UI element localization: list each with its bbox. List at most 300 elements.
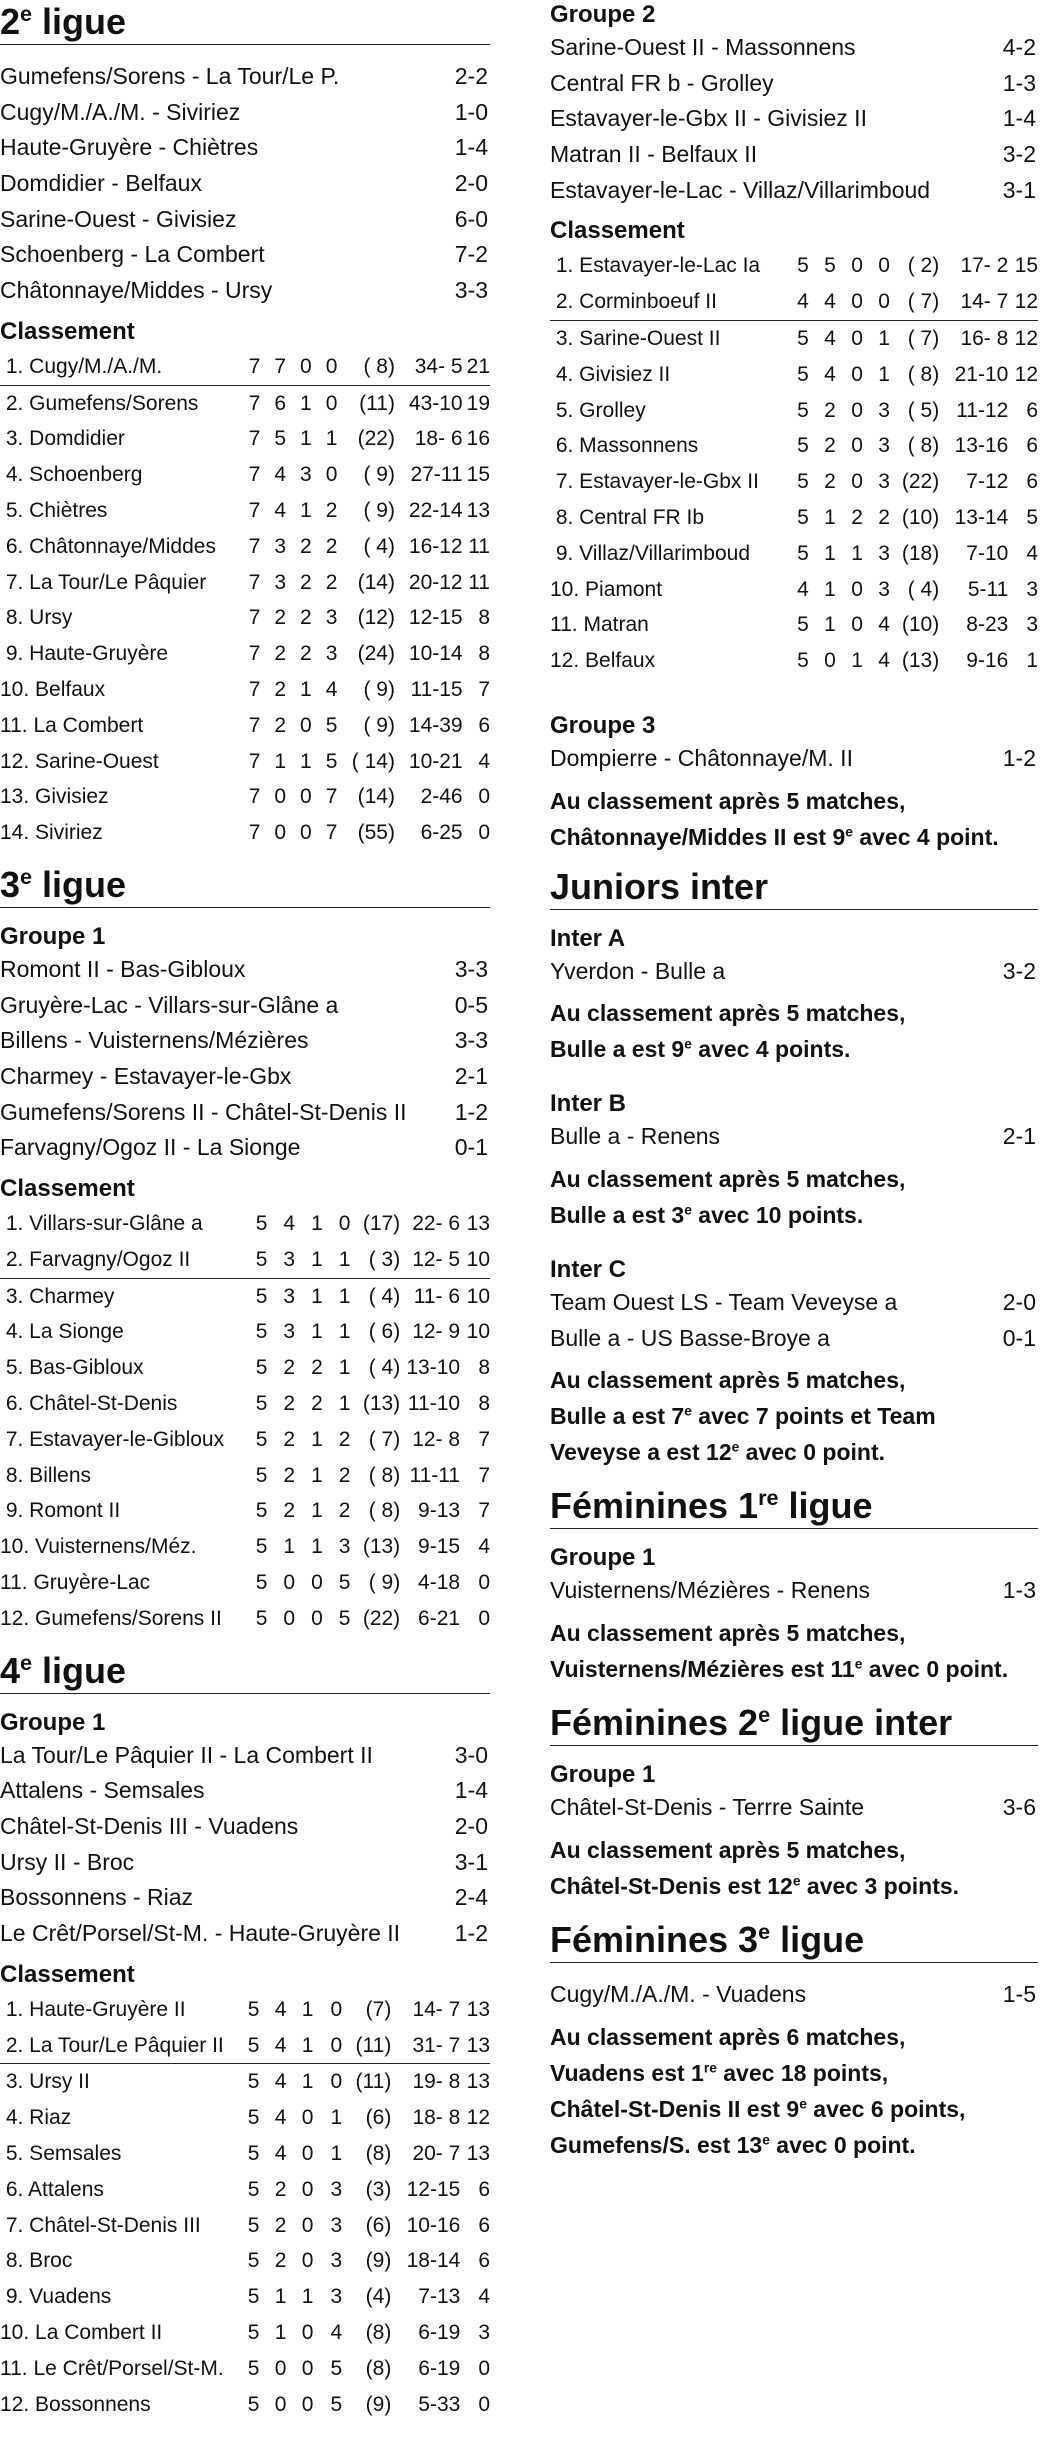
table-row — [550, 464, 1038, 500]
penalties-cell: ( 6) — [368, 1320, 401, 1344]
goals-cell: 11-15 — [410, 677, 463, 701]
table-row — [0, 493, 490, 529]
lost-cell: 0 — [325, 391, 338, 415]
ligue3-classement-label: Classement — [0, 1175, 135, 1203]
ligue4-group-title: Groupe 1 — [0, 1708, 106, 1736]
points-cell: 12 — [1014, 327, 1038, 351]
points-cell: 11 — [468, 570, 490, 594]
goals-cell: 6-19 — [418, 2320, 461, 2344]
points-cell: 13 — [460, 2028, 490, 2064]
table-row — [0, 1458, 490, 1494]
goals-cell: 16-12 — [408, 534, 463, 558]
played-cell: 7 — [248, 749, 261, 773]
won-cell: 2 — [283, 1463, 296, 1487]
goals-cell: 6-19 — [418, 2356, 461, 2380]
table-row — [0, 2315, 490, 2351]
played-cell: 7 — [248, 677, 261, 701]
drawn-cell: 0 — [311, 1571, 323, 1595]
match-label: Matran II - Belfaux II — [550, 141, 758, 168]
match-label: Le Crêt/Porsel/St-M. - Haute-Gruyère II — [0, 1920, 401, 1947]
team-name-cell: 7. Estavayer-le-Gibloux — [0, 1427, 225, 1451]
result-row — [550, 741, 1038, 777]
drawn-cell: 1 — [300, 427, 312, 451]
drawn-cell: 1 — [311, 1320, 323, 1344]
match-score: 1-4 — [1002, 105, 1036, 132]
penalties-cell: (11) — [359, 391, 395, 415]
lost-cell: 1 — [878, 327, 890, 351]
drawn-cell: 3 — [300, 463, 312, 487]
penalties-cell: ( 8) — [368, 1499, 401, 1523]
result-row — [0, 1809, 490, 1845]
team-name-cell: 8. Broc — [0, 2249, 73, 2273]
penalties-cell: (14) — [357, 785, 395, 809]
table-row — [0, 1314, 490, 1350]
goals-cell: 18-14 — [406, 2249, 461, 2273]
won-cell: 2 — [824, 470, 836, 494]
played-cell: 5 — [797, 434, 809, 458]
table-row — [550, 321, 1038, 357]
lost-cell: 3 — [338, 1535, 351, 1559]
match-score: 2-1 — [1002, 1123, 1036, 1150]
played-cell: 5 — [240, 1242, 268, 1278]
match-label: Romont II - Bas-Gibloux — [0, 955, 246, 982]
penalties-cell: (10) — [901, 506, 940, 530]
inter-c-results — [550, 1285, 1038, 1356]
drawn-cell: 1 — [851, 649, 863, 673]
team-name-cell: 5. Grolley — [550, 398, 646, 422]
penalties-cell: (13) — [362, 1392, 401, 1416]
fem3-note: Au classement après 6 matches, Vuadens est 1re avec 18 points, Châtel-St-Denis II est 9e avec 6 points, Gumefens/S. est 13e avec 0 point. — [550, 2023, 966, 2158]
match-label: Châtonnaye/Middes - Ursy — [0, 277, 273, 304]
drawn-cell: 1 — [300, 749, 312, 773]
match-label: Cugy/M./A./M. - Siviriez — [0, 98, 241, 125]
penalties-cell: (9) — [365, 2392, 392, 2416]
penalties-cell: (22) — [901, 470, 940, 494]
team-name-cell: 4. La Sionge — [0, 1320, 124, 1344]
played-cell: 7 — [248, 463, 261, 487]
result-row — [0, 166, 490, 202]
played-cell: 4 — [797, 577, 809, 601]
drawn-cell: 1 — [311, 1499, 323, 1523]
match-label: Farvagny/Ogoz II - La Sionge — [0, 1134, 301, 1161]
table-row — [0, 2208, 490, 2244]
ligue4-title: 4e ligue — [0, 1649, 490, 1694]
team-name-cell: 6. Attalens — [0, 2177, 104, 2201]
table-row — [550, 284, 1038, 320]
match-score: 3-3 — [454, 1027, 488, 1054]
penalties-cell: (7) — [365, 1997, 392, 2021]
lost-cell: 3 — [330, 2177, 343, 2201]
penalties-cell: ( 4) — [363, 534, 395, 558]
won-cell: 2 — [274, 2249, 287, 2273]
lost-cell: 2 — [338, 1499, 351, 1523]
table-row — [0, 1386, 490, 1422]
inter-c-title: Inter C — [550, 1256, 627, 1284]
lost-cell: 3 — [878, 541, 890, 565]
ligue4-results — [0, 1738, 490, 1952]
drawn-cell: 1 — [286, 2028, 313, 2064]
points-cell: 10 — [460, 1242, 490, 1278]
points-cell: 6 — [1026, 398, 1038, 422]
lost-cell: 2 — [325, 570, 338, 594]
ligue2-standings — [0, 349, 490, 851]
result-row — [0, 1916, 490, 1952]
inter-c-block — [550, 1255, 1038, 1470]
drawn-cell: 1 — [311, 1284, 323, 1308]
drawn-cell: 1 — [295, 1242, 323, 1278]
lost-cell: 0 — [338, 1212, 351, 1236]
goals-cell: 14- 7 — [939, 284, 1008, 320]
lost-cell: 1 — [338, 1356, 351, 1380]
won-cell: 6 — [274, 391, 287, 415]
goals-cell: 5-33 — [418, 2392, 461, 2416]
team-name-cell: 4. Riaz — [0, 2106, 72, 2130]
points-cell: 6 — [478, 2213, 490, 2237]
drawn-cell: 0 — [301, 2213, 314, 2237]
won-cell: 0 — [274, 2392, 287, 2416]
goals-cell: 9-16 — [966, 649, 1009, 673]
won-cell: 1 — [274, 2285, 287, 2309]
drawn-cell: 0 — [836, 284, 863, 320]
played-cell: 7 — [248, 534, 261, 558]
inter-b-block — [550, 1089, 1038, 1233]
drawn-cell: 0 — [851, 470, 863, 494]
drawn-cell: 0 — [301, 2356, 314, 2380]
lost-cell: 3 — [878, 398, 890, 422]
lost-cell: 0 — [330, 2070, 343, 2094]
match-label: Bulle a - Renens — [550, 1123, 721, 1150]
played-cell: 5 — [247, 2320, 260, 2344]
team-name-cell: 2. Gumefens/Sorens — [0, 391, 199, 415]
penalties-cell: ( 14) — [351, 749, 395, 773]
table-row — [0, 1565, 490, 1601]
lost-cell: 1 — [338, 1392, 351, 1416]
inter-a-block — [550, 924, 1038, 1068]
won-cell: 4 — [259, 2028, 286, 2064]
match-score: 2-4 — [454, 1884, 488, 1911]
table-row — [0, 1992, 490, 2028]
lost-cell: 3 — [325, 642, 338, 666]
won-cell: 5 — [824, 254, 836, 278]
team-name-cell: 3. Sarine-Ouest II — [550, 327, 721, 351]
points-cell: 15 — [1014, 254, 1038, 278]
team-name-cell: 11. La Combert — [0, 713, 144, 737]
penalties-cell: ( 7) — [368, 1427, 401, 1451]
lost-cell: 2 — [878, 506, 890, 530]
team-name-cell: 5. Bas-Gibloux — [0, 1356, 144, 1380]
result-row — [0, 1845, 490, 1881]
team-name-cell: 12. Sarine-Ouest — [0, 749, 159, 773]
ligue3-group-title: Groupe 1 — [0, 922, 106, 950]
points-cell: 13 — [466, 2141, 490, 2165]
won-cell: 2 — [274, 713, 287, 737]
fem1-note: Au classement après 5 matches, Vuisternens/Mézières est 11e avec 0 point. — [550, 1620, 1009, 1683]
won-cell: 2 — [274, 677, 287, 701]
result-row — [550, 173, 1038, 209]
match-label: Estavayer-le-Gbx II - Givisiez II — [550, 105, 867, 132]
match-score: 1-4 — [454, 134, 488, 161]
played-cell: 7 — [248, 391, 261, 415]
groupe2-results — [550, 30, 1038, 208]
groupe3-results — [550, 741, 1038, 777]
penalties-cell: ( 4) — [368, 1356, 401, 1380]
lost-cell: 0 — [313, 2028, 342, 2064]
team-name-cell: 11. Matran — [550, 613, 649, 637]
drawn-cell: 2 — [300, 570, 312, 594]
fem1-section — [550, 1484, 1038, 1687]
points-cell: 12 — [1008, 284, 1038, 320]
points-cell: 0 — [478, 821, 490, 845]
fem3-section — [550, 1918, 1038, 2163]
drawn-cell: 2 — [311, 1356, 323, 1380]
match-score: 1-0 — [454, 98, 488, 125]
goals-cell: 13-14 — [954, 506, 1009, 530]
ligue3-section — [0, 863, 490, 1637]
drawn-cell: 0 — [301, 2320, 314, 2344]
team-name-cell: 12. Gumefens/Sorens II — [0, 1606, 222, 1630]
won-cell: 1 — [824, 577, 836, 601]
groupe3-note: Au classement après 5 matches, Châtonnaye/Middes II est 9e avec 4 point. — [550, 787, 999, 850]
won-cell: 2 — [274, 2177, 287, 2201]
lost-cell: 3 — [330, 2285, 343, 2309]
match-label: Attalens - Semsales — [0, 1777, 205, 1804]
match-score: 2-1 — [454, 1063, 488, 1090]
points-cell: 21 — [463, 349, 490, 385]
won-cell: 0 — [283, 1606, 296, 1630]
fem1-group-title: Groupe 1 — [550, 1544, 656, 1572]
points-cell: 13 — [466, 2070, 490, 2094]
goals-cell: 14- 7 — [412, 1997, 461, 2021]
team-name-cell: 1. Cugy/M./A./M. — [0, 349, 216, 385]
lost-cell: 3 — [878, 577, 890, 601]
won-cell: 4 — [809, 284, 836, 320]
penalties-cell: (6) — [365, 2106, 392, 2130]
team-name-cell: 5. Chiètres — [0, 499, 108, 522]
played-cell: 5 — [247, 2106, 260, 2130]
table-row — [550, 428, 1038, 464]
drawn-cell: 1 — [300, 677, 312, 701]
drawn-cell: 1 — [311, 1212, 323, 1236]
points-cell: 6 — [478, 713, 490, 737]
team-name-cell: 10. Piamont — [550, 577, 663, 601]
match-label: Cugy/M./A./M. - Vuadens — [550, 1980, 807, 2007]
match-score: 3-1 — [1002, 176, 1036, 203]
team-name-cell: 7. Estavayer-le-Gbx II — [550, 470, 759, 494]
played-cell: 5 — [247, 2285, 260, 2309]
groupe3-title: Groupe 3 — [550, 712, 656, 739]
match-score: 3-2 — [1002, 141, 1036, 168]
table-row — [0, 457, 490, 493]
table-row — [0, 744, 490, 780]
table-row — [0, 2136, 490, 2172]
left-column — [0, 0, 490, 2422]
match-label: Châtel-St-Denis - Terrre Sainte — [550, 1794, 865, 1821]
won-cell: 2 — [283, 1427, 296, 1451]
penalties-cell: (17) — [362, 1212, 401, 1236]
played-cell: 5 — [797, 649, 809, 673]
team-name-cell: 13. Givisiez — [0, 785, 109, 809]
penalties-cell: (8) — [365, 2141, 392, 2165]
fem2-section — [550, 1701, 1038, 1904]
ligue4-section — [0, 1649, 490, 2423]
goals-cell: 5-11 — [967, 577, 1009, 601]
played-cell: 5 — [247, 1997, 260, 2021]
won-cell: 0 — [274, 785, 287, 809]
goals-cell: 18- 6 — [414, 427, 463, 451]
table-row — [550, 248, 1038, 284]
goals-cell: 18- 8 — [412, 2106, 461, 2130]
played-cell: 5 — [255, 1499, 268, 1523]
fem1-title: Féminines 1re ligue — [550, 1484, 1038, 1529]
match-score: 4-2 — [1002, 34, 1036, 60]
match-score: 1-4 — [454, 1777, 488, 1804]
match-label: Bulle a - US Basse-Broye a — [550, 1324, 830, 1351]
result-row — [550, 1790, 1038, 1826]
goals-cell: 12- 8 — [412, 1427, 461, 1451]
goals-cell: 21-10 — [954, 362, 1009, 386]
penalties-cell: (11) — [355, 2070, 392, 2094]
points-cell: 15 — [466, 463, 490, 487]
goals-cell: 13-10 — [406, 1356, 461, 1380]
goals-cell: 2-46 — [420, 785, 463, 809]
fem1-results — [550, 1573, 1038, 1609]
won-cell: 2 — [274, 606, 287, 630]
goals-cell: 12- 5 — [400, 1242, 460, 1278]
table-row — [550, 643, 1038, 679]
match-label: Gruyère-Lac - Villars-sur-Glâne a — [0, 991, 339, 1018]
match-score: 3-1 — [454, 1848, 488, 1875]
played-cell: 5 — [247, 2070, 260, 2094]
penalties-cell: ( 2) — [907, 254, 940, 278]
won-cell: 1 — [283, 1535, 296, 1559]
team-name-cell: 7. Châtel-St-Denis III — [0, 2213, 201, 2237]
team-name-cell: 9. Vuadens — [0, 2285, 112, 2309]
lost-cell: 0 — [863, 284, 890, 320]
goals-cell: 8-23 — [966, 613, 1009, 637]
points-cell: 4 — [478, 2285, 490, 2309]
lost-cell: 4 — [325, 677, 338, 701]
won-cell: 2 — [824, 434, 836, 458]
table-row — [0, 421, 490, 457]
match-label: Central FR b - Grolley — [550, 69, 774, 96]
drawn-cell: 2 — [300, 642, 312, 666]
table-row — [0, 1601, 490, 1637]
points-cell: 5 — [1026, 506, 1038, 530]
points-cell: 0 — [478, 1606, 490, 1630]
won-cell: 4 — [274, 463, 287, 487]
team-name-cell: 14. Siviriez — [0, 821, 103, 845]
lost-cell: 5 — [325, 713, 338, 737]
won-cell: 3 — [274, 570, 287, 594]
match-label: Dompierre - Châtonnaye/M. II — [550, 745, 853, 771]
played-cell: 5 — [247, 2356, 260, 2380]
fem3-title: Féminines 3e ligue — [550, 1918, 1038, 1963]
team-name-cell: 9. Villaz/Villarimboud — [550, 541, 750, 565]
penalties-cell: (4) — [365, 2285, 392, 2309]
won-cell: 1 — [824, 506, 836, 530]
goals-cell: 11-11 — [409, 1463, 461, 1487]
drawn-cell: 0 — [300, 713, 312, 737]
penalties-cell: (55) — [357, 821, 395, 845]
lost-cell: 4 — [878, 649, 890, 673]
groupe2-section — [550, 0, 1038, 679]
played-cell: 7 — [248, 785, 261, 809]
goals-cell: 4-18 — [418, 1571, 461, 1595]
inter-b-title: Inter B — [550, 1090, 627, 1118]
lost-cell: 7 — [325, 785, 338, 809]
lost-cell: 3 — [330, 2249, 343, 2273]
lost-cell: 4 — [330, 2320, 343, 2344]
result-row — [550, 1573, 1038, 1609]
ligue2-title: 2e ligue — [0, 0, 490, 45]
table-row — [0, 1278, 490, 1314]
right-column — [550, 0, 1038, 2163]
result-row — [0, 202, 490, 238]
points-cell: 11 — [468, 534, 490, 558]
won-cell: 2 — [274, 2213, 287, 2237]
points-cell: 4 — [478, 749, 490, 773]
penalties-cell: (18) — [901, 541, 940, 565]
goals-cell: 20-12 — [408, 570, 463, 594]
lost-cell: 2 — [325, 499, 338, 522]
won-cell: 2 — [283, 1499, 296, 1523]
match-score: 3-6 — [1002, 1794, 1036, 1821]
match-label: Charmey - Estavayer-le-Gbx — [0, 1063, 292, 1090]
ligue4-classement-label: Classement — [0, 1960, 135, 1988]
result-row — [0, 1023, 490, 1059]
match-score: 0-5 — [454, 991, 488, 1018]
table-row — [0, 1206, 490, 1242]
lost-cell: 2 — [325, 534, 338, 558]
lost-cell: 4 — [878, 613, 890, 637]
match-label: Yverdon - Bulle a — [550, 957, 726, 984]
match-label: Châtel-St-Denis III - Vuadens — [0, 1813, 299, 1840]
table-row — [550, 500, 1038, 536]
drawn-cell: 1 — [300, 499, 312, 522]
table-row — [0, 1529, 490, 1565]
won-cell: 1 — [824, 541, 836, 565]
match-score: 1-5 — [1002, 1980, 1036, 2007]
team-name-cell: 10. Belfaux — [0, 677, 106, 701]
team-name-cell: 6. Massonnens — [550, 434, 699, 458]
result-row — [550, 1285, 1038, 1321]
penalties-cell: ( 4) — [907, 577, 940, 601]
points-cell: 4 — [1026, 541, 1038, 565]
played-cell: 5 — [232, 2028, 259, 2064]
won-cell: 4 — [274, 2070, 287, 2094]
goals-cell: 20- 7 — [412, 2141, 461, 2165]
team-name-cell: 8. Ursy — [0, 606, 73, 630]
drawn-cell: 0 — [851, 613, 863, 637]
team-name-cell: 4. Schoenberg — [0, 463, 143, 487]
won-cell: 1 — [824, 613, 836, 637]
juniors-section — [550, 865, 1038, 1471]
penalties-cell: ( 8) — [337, 349, 395, 385]
won-cell: 3 — [267, 1242, 295, 1278]
team-name-cell: 2. Farvagny/Ogoz II — [0, 1242, 240, 1278]
lost-cell: 1 — [323, 1242, 351, 1278]
table-row — [550, 393, 1038, 429]
points-cell: 7 — [478, 677, 490, 701]
table-row — [0, 779, 490, 815]
team-name-cell: 3. Domdidier — [0, 427, 125, 451]
played-cell: 5 — [797, 470, 809, 494]
team-name-cell: 10. Vuisternens/Méz. — [0, 1535, 197, 1559]
match-score: 2-2 — [454, 63, 488, 89]
drawn-cell: 1 — [301, 1997, 314, 2021]
fem2-results — [550, 1790, 1038, 1826]
played-cell: 5 — [247, 2249, 260, 2273]
